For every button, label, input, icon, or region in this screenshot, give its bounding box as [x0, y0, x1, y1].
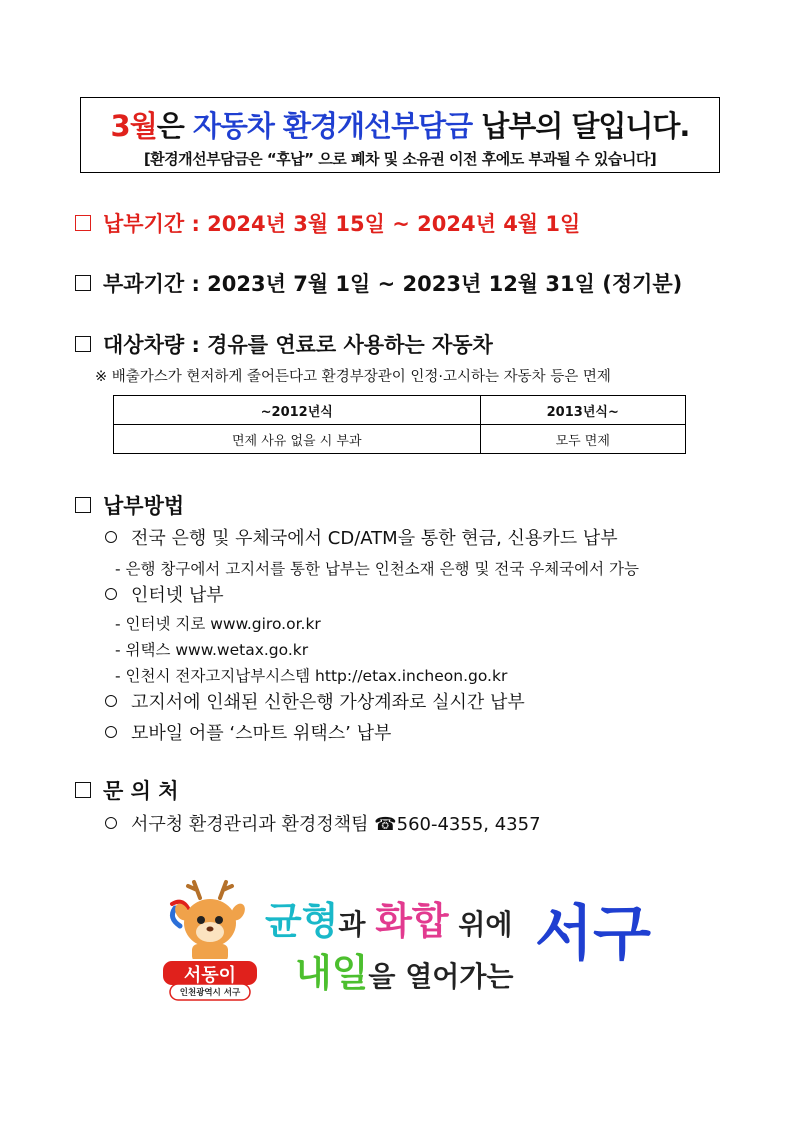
table-header-cell: 2013년식~ [480, 396, 686, 425]
payment-period-text: 납부기간 : 2024년 3월 15일 ~ 2024년 4월 1일 [103, 212, 581, 236]
slogan-word: 내일 [295, 951, 369, 995]
title-end: 납부의 달입니다. [472, 109, 690, 143]
method-item-label: 전국 은행 및 우체국에서 CD/ATM을 통한 현금, 신용카드 납부 [131, 528, 618, 549]
method-note: - 은행 창구에서 고지서를 통한 납부는 인천소재 은행 및 전국 우체국에서 가능 [115, 560, 639, 578]
table-row [114, 425, 686, 454]
slogan-word: 화합 [375, 899, 449, 943]
circle-bullet-icon [105, 726, 117, 738]
section-contact [75, 775, 178, 805]
circle-bullet-icon [105, 588, 117, 600]
circle-bullet-icon [105, 531, 117, 543]
method-item-mobile [105, 719, 391, 745]
footer-slogan-banner [160, 878, 651, 1003]
checkbox-square-icon [75, 782, 91, 798]
slogan-big: 서구 [535, 899, 651, 969]
page-title [81, 104, 719, 145]
section-method [75, 490, 184, 520]
method-item-label: 고지서에 인쇄된 신한은행 가상계좌로 실시간 납부 [131, 692, 525, 713]
target-note: ※ 배출가스가 현저하게 줄어든다고 환경부장관이 인정·고시하는 자동차 등은 면제 [95, 369, 611, 385]
method-item-virtual-account [105, 688, 525, 714]
link-etax[interactable]: - 인천시 전자고지납부시스템 http://etax.incheon.go.kr [115, 667, 508, 685]
table-cell: 모두 면제 [480, 425, 686, 454]
section-target [75, 329, 493, 359]
title-highlight: 자동차 환경개선부담금 [192, 109, 473, 143]
slogan-line-1 [265, 890, 513, 945]
link-wetax[interactable]: - 위택스 www.wetax.go.kr [115, 641, 309, 659]
checkbox-square-icon [75, 215, 91, 231]
circle-bullet-icon [105, 695, 117, 707]
checkbox-square-icon [75, 497, 91, 513]
contact-text: 서구청 환경관리과 환경정책팀 ☎560-4355, 4357 [131, 814, 541, 835]
table-cell: 면제 사유 없을 시 부과 [114, 425, 481, 454]
slogan-word: 균형 [265, 899, 339, 943]
mascot-name: 서동이 [183, 965, 237, 986]
circle-bullet-icon [105, 817, 117, 829]
page-subtitle: [환경개선부담금은 “후납” 으로 폐차 및 소유권 이전 후에도 부과될 수 있습니다] [143, 150, 657, 168]
method-item-internet [105, 581, 224, 607]
checkbox-square-icon [75, 275, 91, 291]
slogan-line-2 [295, 942, 513, 997]
link-giro[interactable]: - 인터넷 지로 www.giro.or.kr [115, 615, 321, 633]
contact-line [105, 810, 541, 836]
method-item-atm [105, 524, 618, 550]
title-box [80, 97, 720, 173]
slogan-word: 위에 [448, 908, 513, 941]
target-text: 대상차량 : 경유를 연료로 사용하는 자동차 [103, 333, 493, 357]
mascot-org: 인천광역시 서구 [179, 988, 241, 998]
table-header-cell: ~2012년식 [114, 396, 481, 425]
table-row [114, 396, 686, 425]
slogan-word: 을 열어가는 [368, 960, 514, 993]
method-item-label: 모바일 어플 ‘스마트 위택스’ 납부 [131, 723, 392, 744]
method-heading: 납부방법 [103, 494, 185, 518]
method-item-label: 인터넷 납부 [131, 585, 224, 606]
slogan-word: 과 [338, 908, 376, 941]
title-particle: 은 [156, 109, 193, 143]
charge-period-text: 부과기간 : 2023년 7월 1일 ~ 2023년 12월 31일 (정기분) [103, 272, 683, 296]
contact-heading: 문 의 처 [103, 779, 179, 803]
section-charge-period [75, 268, 682, 298]
exemption-table [113, 395, 686, 454]
checkbox-square-icon [75, 336, 91, 352]
section-payment-period [75, 208, 580, 238]
title-month: 3월 [110, 109, 157, 143]
